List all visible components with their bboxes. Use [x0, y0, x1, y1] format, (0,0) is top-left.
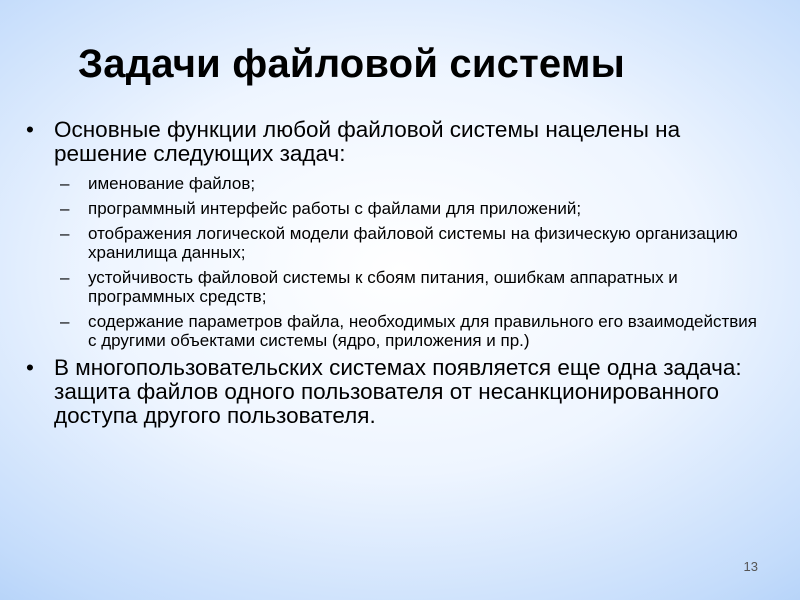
- bullet-text: Основные функции любой файловой системы нацелены на решение следующих задач:: [54, 117, 681, 166]
- sub-item: [24, 268, 764, 306]
- bullet-marker: •: [26, 355, 34, 380]
- sub-item-text: именование файлов;: [88, 174, 256, 193]
- sub-item-text: устойчивость файловой системы к сбоям питания, ошибкам аппаратных и программных средств;: [88, 268, 678, 306]
- bullet-item: [24, 118, 764, 166]
- bullet-text: В многопользовательских системах появляется еще одна задача: защита файлов одного пользователя от несанкционированного доступа другого пользователя.: [54, 355, 742, 428]
- bullet-marker: •: [26, 117, 34, 142]
- sub-item-text: содержание параметров файла, необходимых для правильного его взаимодействия с другими объектами системы (ядро, приложения и пр.): [88, 312, 757, 350]
- slide-content: [24, 118, 764, 436]
- slide-title: Задачи файловой системы: [78, 42, 625, 86]
- sub-item-text: программный интерфейс работы с файлами для приложений;: [88, 199, 582, 218]
- page-number: 13: [743, 559, 758, 574]
- dash-marker: –: [60, 268, 70, 287]
- dash-marker: –: [60, 174, 70, 193]
- dash-marker: –: [60, 199, 70, 218]
- sub-item: [24, 312, 764, 350]
- dash-marker: –: [60, 312, 70, 331]
- sub-item: [24, 199, 764, 218]
- sub-list: [24, 174, 764, 350]
- bullet-item: [24, 356, 764, 428]
- sub-item-text: отображения логической модели файловой системы на физическую организацию хранилища данных;: [88, 224, 738, 262]
- dash-marker: –: [60, 224, 70, 243]
- sub-item: [24, 224, 764, 262]
- sub-item: [24, 174, 764, 193]
